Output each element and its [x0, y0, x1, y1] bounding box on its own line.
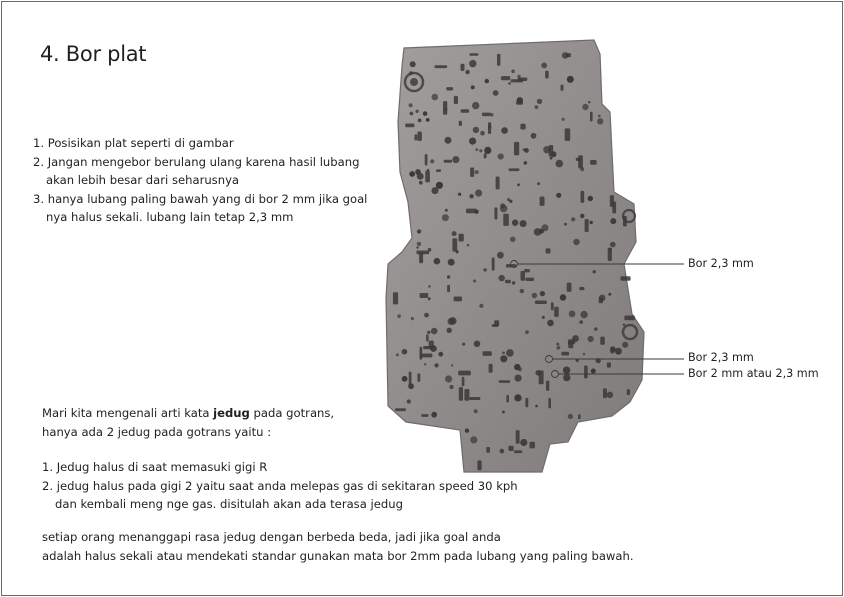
plate-hole [498, 153, 504, 159]
intro-text: pada gotrans, [249, 406, 335, 420]
plate-hole [501, 127, 508, 134]
plate-hole [459, 234, 464, 242]
plate-hole [416, 246, 418, 248]
plate-hole [452, 231, 457, 236]
plate-hole [402, 349, 408, 355]
intro-bold-word: jedug [213, 406, 250, 420]
plate-hole [497, 54, 500, 66]
plate-hole [492, 258, 495, 271]
plate-hole [535, 370, 541, 376]
plate-hole [511, 79, 524, 82]
list-number: 3. [33, 191, 45, 206]
plate-hole [551, 151, 557, 157]
list-text-continued: nya halus sekali. lubang lain tetap 2,3 mm [46, 210, 294, 224]
plate-hole [447, 275, 450, 278]
plate-hole [443, 101, 447, 115]
plate-hole [419, 181, 423, 185]
plate-hole [582, 104, 588, 110]
plate-hole [397, 314, 401, 318]
plate-hole [428, 297, 431, 300]
plate-hole [530, 442, 535, 449]
plate-hole [524, 161, 528, 165]
plate-hole [484, 153, 487, 158]
plate-hole [483, 268, 486, 271]
plate-hole [458, 371, 471, 376]
plate-hole [445, 108, 447, 110]
plate-hole [525, 330, 529, 334]
plate-hole [470, 168, 474, 177]
plate-hole [459, 121, 462, 126]
plate-hole [517, 97, 523, 103]
plate-hole [499, 380, 511, 383]
plate-hole [610, 242, 616, 248]
plate-hole [474, 341, 481, 348]
plate-hole [417, 373, 420, 382]
plate-hole [511, 70, 515, 74]
plate-hole [507, 198, 510, 201]
plate-hole [556, 160, 564, 168]
list-text: Jedug halus di saat memasuki gigi R [56, 460, 268, 474]
plate-hole [518, 367, 522, 371]
plate-hole [515, 375, 522, 382]
plate-hole [520, 220, 527, 227]
plate-hole [500, 355, 507, 362]
plate-hole [580, 311, 587, 318]
plate-hole [621, 276, 631, 281]
plate-hole [594, 327, 597, 330]
plate-hole [452, 238, 457, 251]
plate-hole [410, 112, 414, 116]
list-text-continued: akan lebih besar dari seharusnya [46, 173, 240, 187]
plate-hole [420, 354, 432, 358]
plate-hole [425, 171, 430, 183]
plate-hole [409, 103, 413, 107]
plate-hole [520, 439, 527, 446]
plate-hole [560, 294, 566, 300]
plate-hole [410, 78, 418, 86]
plate-hole [473, 280, 476, 283]
plate-hole [579, 287, 584, 290]
plate-hole [510, 237, 516, 243]
plate-hole [414, 134, 417, 140]
plate-hole [444, 160, 453, 163]
plate-hole [597, 118, 603, 124]
plate-hole [612, 201, 616, 213]
plate-hole [407, 399, 411, 403]
plate-hole [588, 336, 594, 342]
valve-plate-image [2, 2, 842, 595]
plate-hole [418, 119, 422, 123]
plate-hole [476, 148, 479, 151]
plate-hole [551, 302, 554, 310]
plate-hole [469, 53, 478, 56]
plate-hole [395, 408, 406, 411]
plate-hole [506, 349, 514, 357]
plate-hole [488, 122, 491, 134]
plate-hole [514, 142, 519, 156]
plate-hole [562, 118, 565, 121]
plate-hole [464, 389, 469, 401]
plate-hole [431, 328, 438, 335]
plate-hole [423, 111, 428, 116]
plate-hole [609, 248, 612, 251]
plate-hole [489, 364, 493, 373]
plate-hole [447, 285, 450, 292]
plate-hole [579, 320, 583, 324]
plate-hole [520, 289, 524, 293]
plate-hole [475, 190, 482, 197]
closing-line: adalah halus sekali atau mendekati standar gunakan mata bor 2mm pada lubang yang paling bawah. [42, 549, 634, 563]
plate-hole [516, 430, 520, 444]
plate-hole [502, 352, 505, 355]
plate-hole [583, 353, 585, 355]
plate-hole [454, 297, 462, 302]
plate-hole [563, 374, 570, 381]
plate-hole [396, 353, 399, 356]
plate-hole [514, 394, 521, 401]
plate-hole [469, 397, 480, 400]
plate-hole [607, 362, 611, 367]
plate-hole [477, 460, 481, 470]
plate-hole [588, 196, 593, 201]
plate-hole [578, 155, 583, 168]
plate-hole [514, 450, 522, 453]
plate-hole [502, 411, 505, 414]
plate-hole [615, 348, 622, 355]
plate-hole [545, 71, 549, 79]
plate-hole [410, 61, 416, 67]
plate-hole [512, 281, 516, 285]
plate-hole [571, 217, 575, 221]
plate-hole [537, 182, 540, 185]
plate-hole [484, 147, 491, 154]
plate-hole [556, 343, 559, 346]
plate-hole [608, 293, 611, 296]
plate-hole [603, 388, 607, 398]
plate-hole [442, 214, 449, 221]
plate-hole [496, 177, 500, 190]
plate-hole [475, 210, 479, 214]
plate-hole [472, 102, 479, 109]
list-number: 2. [33, 154, 45, 169]
plate-hole [581, 191, 585, 203]
plate-hole [405, 124, 414, 128]
plate-hole [572, 335, 579, 342]
plate-hole [434, 258, 441, 265]
plate-hole [580, 167, 584, 171]
plate-hole [593, 270, 596, 273]
plate-hole [454, 96, 458, 104]
plate-hole [585, 219, 589, 232]
plate-hole [456, 250, 459, 253]
plate-hole [483, 351, 492, 356]
plate-hole [420, 347, 423, 360]
plate-hole [436, 182, 443, 189]
plate-hole [540, 291, 545, 296]
plate-hole [512, 220, 518, 226]
plate-hole [465, 429, 469, 433]
plate-hole [448, 318, 455, 325]
plate-hole [624, 316, 634, 321]
plate-hole [447, 328, 452, 333]
plate-hole [419, 253, 423, 264]
plate-hole [469, 194, 473, 198]
plate-hole [563, 367, 570, 374]
plate-hole [426, 118, 430, 122]
plate-hole [462, 377, 465, 387]
plate-hole [451, 364, 453, 366]
plate-hole [479, 149, 482, 152]
plate-hole [493, 90, 499, 96]
plate-hole [508, 82, 511, 85]
plate-hole [426, 334, 429, 341]
plate-hole [462, 343, 465, 346]
plate-hole [474, 409, 478, 413]
plate-hole [535, 301, 547, 305]
plate-hole [449, 385, 453, 389]
plate-hole [480, 131, 485, 136]
plate-hole [490, 113, 494, 117]
plate-hole [506, 395, 509, 403]
plate-hole [503, 214, 509, 226]
list-text-continued: dan kembali meng nge gas. disitulah akan ada terasa jedug [55, 497, 403, 511]
plate-hole [452, 156, 459, 163]
plate-hole [458, 193, 461, 196]
plate-hole [568, 414, 573, 419]
plate-hole [546, 381, 549, 391]
plate-hole [446, 87, 453, 90]
plate-hole [420, 293, 429, 298]
plate-hole [415, 169, 421, 175]
plate-hole [482, 113, 491, 117]
plate-hole [532, 293, 538, 299]
plate-hole [554, 307, 559, 317]
plate-hole [500, 205, 508, 213]
plate-hole [531, 133, 537, 139]
plate-hole [598, 115, 601, 118]
plate-hole [421, 414, 428, 417]
plate-hole [584, 366, 588, 379]
plate-hole [411, 317, 414, 320]
plate-hole [565, 128, 571, 141]
plate-hole [524, 269, 530, 272]
plate-hole [436, 169, 441, 172]
plate-hole [607, 392, 613, 398]
plate-hole [424, 363, 426, 365]
plate-hole [494, 320, 499, 326]
plate-hole [501, 76, 510, 80]
list-text: hanya lubang paling bawah yang di bor 2 mm jika goal [47, 191, 368, 206]
plate-hole [427, 331, 430, 334]
plate-hole [591, 369, 596, 374]
plate-hole [509, 168, 520, 171]
plate-hole [573, 239, 579, 245]
plate-hole [524, 148, 529, 153]
plate-hole [525, 278, 534, 281]
plate-hole [438, 352, 443, 357]
plate-hole [542, 316, 545, 319]
plate-hole [424, 313, 429, 318]
plate-hole [485, 79, 489, 83]
plate-hole [561, 85, 564, 91]
plate-hole [517, 75, 520, 78]
plate-hole [429, 341, 434, 349]
plate-hole [610, 218, 616, 224]
plate-hole [590, 112, 593, 122]
plate-hole [459, 387, 463, 401]
plate-hole [542, 224, 549, 231]
plate-hole [537, 99, 542, 104]
plate-hole [445, 209, 448, 212]
list-number: 2. [42, 478, 54, 493]
plate-hole [517, 183, 520, 186]
plate-hole [590, 160, 597, 165]
plate-hole [465, 70, 469, 74]
plate-hole [520, 124, 525, 130]
plate-hole [525, 398, 528, 407]
plate-hole [578, 414, 581, 419]
plate-hole [417, 132, 422, 142]
plate-hole [431, 412, 437, 418]
plate-hole [486, 447, 490, 453]
plate-hole [627, 389, 630, 395]
plate-hole [557, 346, 561, 350]
plate-hole [475, 170, 479, 174]
callout-label: Bor 2 mm atau 2,3 mm [688, 367, 819, 380]
plate-hole [500, 449, 505, 454]
plate-hole [479, 304, 483, 308]
plate-hole [547, 320, 554, 327]
plate-hole [600, 337, 605, 345]
plate-outline [386, 40, 644, 472]
plate-hole [497, 252, 504, 259]
list-text: Jangan mengebor berulang ulang karena hasil lubang [47, 154, 360, 169]
plate-hole [535, 105, 539, 109]
plate-hole [499, 275, 505, 281]
list-number: 1. [42, 460, 54, 474]
plate-hole [569, 311, 576, 318]
page-title: 4. Bor plat [40, 42, 147, 66]
plate-hole [432, 94, 439, 101]
plate-hole [546, 248, 551, 253]
plate-hole [409, 372, 412, 386]
intro-line-2: hanya ada 2 jedug pada gotrans yaitu : [42, 424, 272, 439]
plate-hole [540, 197, 545, 206]
list-number: 1. [33, 136, 45, 150]
intro-text: Mari kita mengenali arti kata [42, 406, 214, 420]
plate-hole [564, 223, 567, 226]
plate-hole [622, 342, 628, 348]
plate-hole [417, 229, 421, 233]
plate-hole [473, 127, 479, 133]
plate-hole [590, 221, 593, 224]
plate-hole [470, 436, 477, 443]
callout-label: Bor 2,3 mm [688, 351, 754, 364]
plate-hole [434, 65, 447, 68]
list-text: Posisikan plat seperti di gambar [47, 136, 234, 150]
plate-hole [610, 346, 616, 352]
plate-hole [508, 446, 513, 451]
closing-line: setiap orang menanggapi rasa jedug dengan berbeda beda, jadi jika goal anda [42, 530, 501, 544]
plate-hole [599, 295, 606, 302]
plate-hole [427, 169, 429, 171]
plate-hole [461, 64, 465, 71]
plate-hole [393, 292, 398, 304]
plate-hole [505, 280, 511, 284]
plate-hole [461, 109, 470, 113]
plate-hole [548, 398, 551, 409]
document-page [1, 1, 843, 596]
plate-hole [430, 159, 434, 163]
plate-hole [448, 259, 455, 266]
plate-hole [623, 324, 625, 326]
plate-hole [434, 363, 438, 367]
plate-hole [489, 125, 492, 128]
plate-hole [469, 138, 476, 145]
list-text: jedug halus pada gigi 2 yaitu saat anda melepas gas di sekitaran speed 30 kph [56, 478, 518, 493]
plate-hole [445, 375, 452, 382]
plate-hole [556, 193, 561, 198]
plate-hole [541, 63, 547, 69]
plate-hole [567, 283, 572, 292]
plate-hole [445, 137, 452, 144]
plate-hole [467, 244, 469, 246]
plate-hole [417, 242, 421, 246]
plate-hole [402, 376, 408, 382]
plate-hole [561, 352, 569, 356]
plate-hole [469, 60, 476, 67]
plate-hole [580, 214, 584, 218]
plate-hole [562, 52, 569, 59]
plate-hole [535, 405, 538, 408]
plate-hole [428, 285, 431, 288]
plate-hole [425, 154, 428, 166]
plate-hole [471, 85, 475, 89]
plate-hole [415, 110, 418, 113]
plate-hole [588, 101, 590, 103]
callout-label: Bor 2,3 mm [688, 257, 754, 270]
plate-hole [521, 271, 526, 281]
plate-hole [567, 76, 574, 83]
plate-hole [494, 207, 497, 219]
plate-hole [550, 157, 553, 160]
plate-hole [409, 171, 415, 177]
